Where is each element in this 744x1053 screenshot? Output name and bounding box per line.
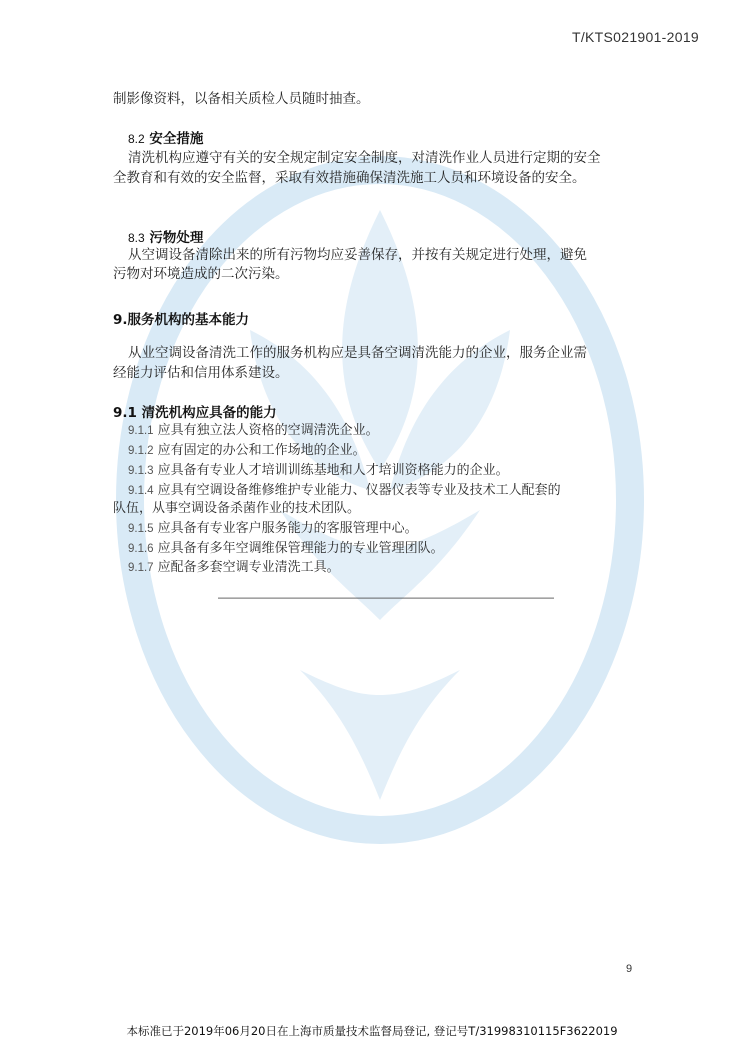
list-item <box>128 558 340 578</box>
list-item-text: 队伍，从事空调设备杀菌作业的技术团队。 <box>113 501 361 516</box>
list-item <box>128 539 444 559</box>
section-9-1-heading: 9.1 清洗机构应具备的能力 <box>113 405 277 421</box>
section-8-3-line-1: 从空调设备清除出来的所有污物均应妥善保存，并按有关规定进行处理，避免 <box>128 247 587 263</box>
list-item-number: 9.1.2 <box>128 445 154 457</box>
list-item-number: 9.1.1 <box>128 425 154 437</box>
list-item-text: 应配备多套空调专业清洗工具。 <box>157 560 340 575</box>
section-8-3-title: 污物处理 <box>149 230 204 246</box>
list-item <box>128 421 379 441</box>
list-item <box>128 519 418 539</box>
section-8-2-title: 安全措施 <box>149 131 204 147</box>
list-item-text: 应具备有多年空调维保管理能力的专业管理团队。 <box>157 541 444 556</box>
page-number: 9 <box>626 963 633 975</box>
list-item <box>128 441 366 461</box>
list-item <box>128 481 561 501</box>
section-8-3-heading <box>128 226 203 246</box>
list-item-text: 应具有独立法人资格的空调清洗企业。 <box>157 423 379 438</box>
standard-code: T/KTS021901-2019 <box>572 29 699 45</box>
list-item-number: 9.1.3 <box>128 465 154 477</box>
list-item-continuation <box>113 499 360 518</box>
list-item <box>128 461 509 481</box>
section-9-heading: 9.服务机构的基本能力 <box>113 312 250 328</box>
section-8-3-number: 8.3 <box>128 231 145 245</box>
list-item-text: 应具备有专业客户服务能力的客服管理中心。 <box>157 521 418 536</box>
section-8-2-number: 8.2 <box>128 132 145 146</box>
continuation-text: 制影像资料，以备相关质检人员随时抽查。 <box>113 91 370 107</box>
section-8-3-line-2: 污物对环境造成的二次污染。 <box>113 266 289 282</box>
section-8-2-heading <box>128 127 203 147</box>
registration-note: 本标准已于2019年06月20日在上海市质量技术监督局登记, 登记号T/31998310115F3622019 <box>126 1024 618 1038</box>
list-item-text: 应具备有专业人才培训训练基地和人才培训资格能力的企业。 <box>157 463 509 478</box>
list-item-text: 应具有空调设备维修维护专业能力、仪器仪表等专业及技术工人配套的 <box>157 483 561 498</box>
section-8-2-line-2: 全教育和有效的安全监督，采取有效措施确保清洗施工人员和环境设备的安全。 <box>113 170 586 186</box>
list-item-number: 9.1.5 <box>128 523 154 535</box>
list-item-number: 9.1.4 <box>128 485 154 497</box>
end-rule: ———————————————————————————— <box>218 590 554 604</box>
list-item-number: 9.1.7 <box>128 562 154 574</box>
list-item-text: 应有固定的办公和工作场地的企业。 <box>157 443 366 458</box>
section-9-line-1: 从业空调设备清洗工作的服务机构应是具备空调清洗能力的企业，服务企业需 <box>128 345 587 361</box>
list-item-number: 9.1.6 <box>128 543 154 555</box>
section-8-2-line-1: 清洗机构应遵守有关的安全规定制定安全制度，对清洗作业人员进行定期的安全 <box>128 150 601 166</box>
section-9-line-2: 经能力评估和信用体系建设。 <box>113 365 289 381</box>
